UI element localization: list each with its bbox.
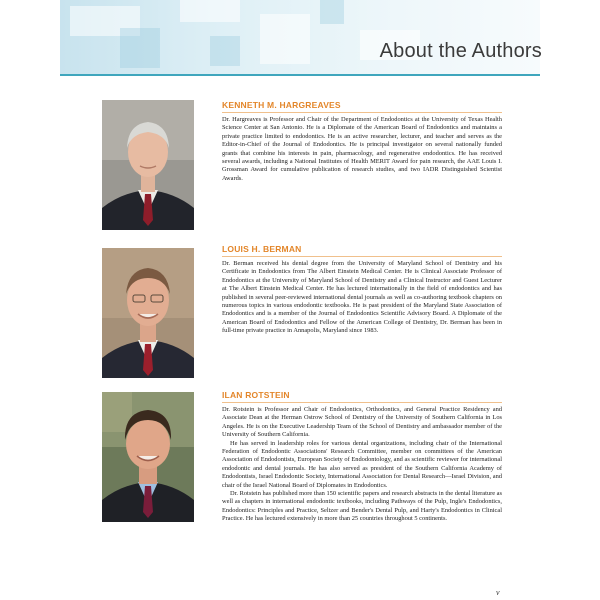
author-photo bbox=[102, 100, 194, 230]
author-name: ILAN ROTSTEIN bbox=[222, 390, 502, 403]
author-bio: Dr. Rotstein is Professor and Chair of Endodontics, Orthodontics, and General Practice Residency and Associate Dean at the Herman Ostrow School of Dentistry of the University of Southern California in Los Angeles. He is on the Executive Leadership Team of the School of Dentistry and ambassador member of the University of Southern California. bbox=[222, 406, 502, 439]
author-name: KENNETH M. HARGREAVES bbox=[222, 100, 502, 113]
header-rule bbox=[60, 74, 540, 76]
author-name: LOUIS H. BERMAN bbox=[222, 244, 502, 257]
page-title: About the Authors bbox=[379, 40, 542, 62]
author-bio: Dr. Rotstein has published more than 150 scientific papers and research abstracts in the dental literature as well as chapters in international endodontic textbooks, including Pathways of the Pulp, Ingle's Endodontics, Endodontics: Principles and Practice, Seltzer and Bender's Dental Pulp, and Harty's Endodontics in Clinical Practice. He has lectured extensively in more than 25 countries throughout 5 continents. bbox=[222, 490, 502, 523]
author-bio: Dr. Hargreaves is Professor and Chair of the Department of Endodontics at the University of Texas Health Science Center at San Antonio. He is a Diplomate of the American Board of Endodontics and maintains a private practice limited to endodontics. He is an active researcher, lecturer, and teacher and serves as the Editor-in-Chief of the Journal of Endodontics. He is principal investigator on several nationally funded grants that combine his interests in pain, pharmacology, and regenerative endodontics. He has received several awards, including a National Institutes of Health MERIT Award for pain research, the AAE Louis I. Grossman Award for cumulative publication of research studies, and two IADR Distinguished Scientist Awards. bbox=[222, 116, 502, 182]
page-number: v bbox=[496, 588, 500, 597]
author-photo bbox=[102, 248, 194, 378]
author-bio: Dr. Berman received his dental degree from the University of Maryland School of Dentistry and his Certificate in Endodontics from The Albert Einstein Medical Center. He is Clinical Associate Professor of Endodontics at the University of Maryland School of Dentistry and a Clinical Instructor and Guest Lecturer at The Albert Einstein Medical Center. He has lectured internationally in the field of endodontics and has published in several peer-reviewed international dental journals as well as co-authoring textbook chapters on numerous topics in various endodontic textbooks. He is past president of the Maryland State Association of Endodontics and is a member of the Journal of Endodontics Scientific Advisory Board. A Diplomate of the American Board of Endodontics and Fellow of the American College of Dentistry, Dr. Berman has been in full-time private practice in Annapolis, Maryland since 1983. bbox=[222, 260, 502, 335]
author-photo bbox=[102, 392, 194, 522]
author-bio: He has served in leadership roles for various dental organizations, including chair of the International Federation of Endodontic Associations' Research Committee, member on committees of the American Association of Endodontists, European Society of Endodontology, and as scientific reviewer for international endodontic and dental journals. He has also served as president of the Southern California Academy of Endodontists, Israel Endodontic Society, International Association for Dental Research—Israel Division, and chair of the Israel National Board of Diplomates in Endodontics. bbox=[222, 439, 502, 489]
